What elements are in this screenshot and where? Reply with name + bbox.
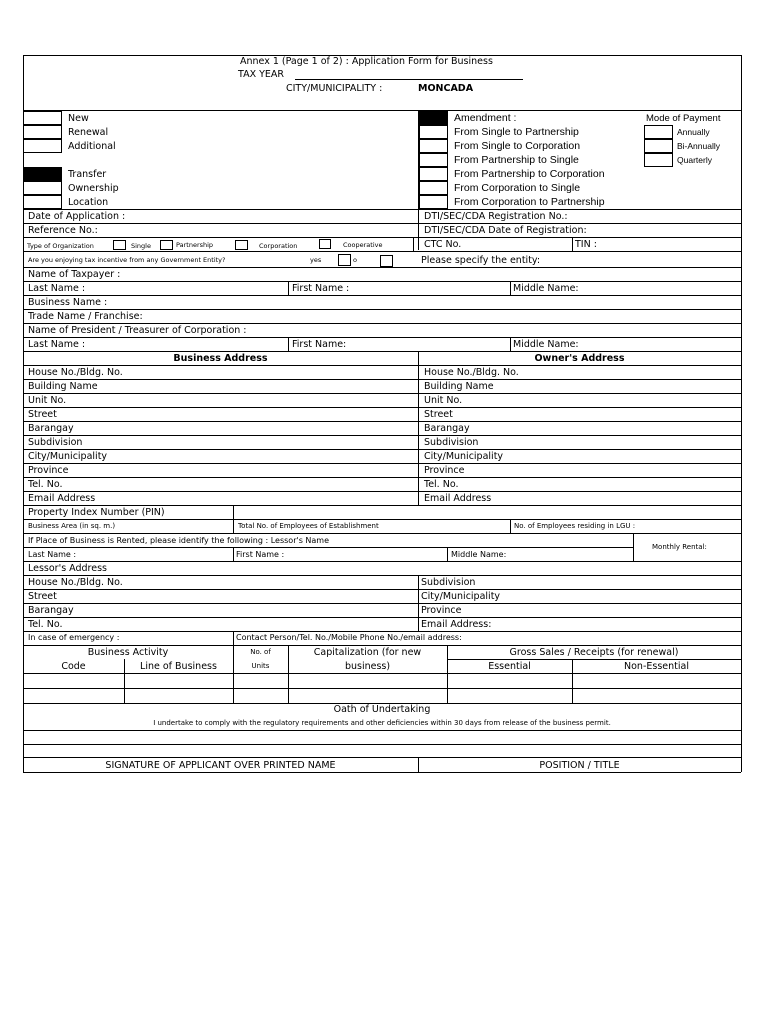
oath-text: I undertake to comply with the regulatory requirements and other deficiencies within 30 days from release of the business permit. [153, 719, 611, 727]
additional-label: Additional [68, 141, 116, 152]
business-address-header: Business Address [173, 353, 268, 364]
lessor-house-no: House No./Bldg. No. [28, 577, 123, 588]
business-city: City/Municipality [28, 451, 108, 462]
bi-annually-label: Bi-Annually [677, 141, 720, 151]
owner-barangay: Barangay [424, 423, 470, 434]
annually-checkbox[interactable] [644, 125, 673, 139]
location-label: Location [68, 197, 109, 208]
lessor-middle-name-label: Middle Name: [451, 550, 507, 559]
business-tel-no: Tel. No. [28, 479, 63, 490]
incentive-question: Are you enjoying tax incentive from any Government Entity? [28, 256, 226, 264]
president-middle-name-label: Middle Name: [513, 339, 579, 350]
amend-option-1: From Single to Partnership [454, 126, 579, 138]
org-corporation-checkbox[interactable] [235, 240, 248, 250]
transfer-label: Transfer [68, 169, 107, 180]
owner-city: City/Municipality [424, 451, 504, 462]
tax-year-line[interactable] [295, 79, 523, 80]
incentive-yes-label: yes [310, 256, 322, 264]
taxpayer-name-label: Name of Taxpayer : [28, 269, 121, 280]
amend-option-5: From Corporation to Single [454, 182, 581, 194]
pin-label: Property Index Number (PIN) [28, 507, 165, 518]
no-of-units-header-1: No. of [250, 648, 271, 656]
amend-option-2: From Single to Corporation [454, 140, 581, 152]
org-type-label: Type of Organization [27, 242, 94, 250]
lessor-subdivision: Subdivision [421, 577, 476, 588]
lessor-barangay: Barangay [28, 605, 74, 616]
org-partnership-checkbox[interactable] [160, 240, 173, 250]
amend-option-3-checkbox[interactable] [419, 153, 448, 167]
emergency-contact-label: Contact Person/Tel. No./Mobile Phone No./email address: [236, 633, 462, 642]
tax-year-label: TAX YEAR [238, 69, 284, 80]
line-of-business-header: Line of Business [140, 661, 217, 672]
amend-option-5-checkbox[interactable] [419, 181, 448, 195]
ctc-no-label: CTC No. [424, 239, 462, 250]
non-essential-header: Non-Essential [624, 661, 689, 672]
taxpayer-first-name-label: First Name : [292, 283, 350, 294]
amendment-checkbox[interactable] [419, 111, 448, 125]
business-activity-header: Business Activity [87, 647, 169, 658]
reference-no-label: Reference No.: [28, 225, 98, 236]
city-label: CITY/MUNICIPALITY : [286, 83, 383, 94]
position-label: POSITION / TITLE [539, 760, 620, 771]
code-header: Code [61, 661, 86, 672]
lessor-street: Street [28, 591, 57, 602]
bi-annually-checkbox[interactable] [644, 139, 673, 153]
business-building-name: Building Name [28, 381, 98, 392]
amend-option-6: From Corporation to Partnership [454, 196, 605, 208]
ownership-checkbox[interactable] [23, 181, 62, 195]
renewal-label: Renewal [68, 127, 109, 138]
org-single-checkbox[interactable] [113, 240, 126, 250]
signature-label: SIGNATURE OF APPLICANT OVER PRINTED NAME [105, 760, 336, 771]
additional-checkbox[interactable] [23, 139, 62, 153]
amend-option-6-checkbox[interactable] [419, 195, 448, 209]
specify-entity-label: Please specify the entity: [421, 255, 541, 266]
essential-header: Essential [488, 661, 531, 672]
form-title: Annex 1 (Page 1 of 2) : Application Form for Business [240, 56, 493, 67]
owner-unit-no: Unit No. [424, 395, 463, 406]
amend-option-1-checkbox[interactable] [419, 125, 448, 139]
taxpayer-middle-name-label: Middle Name: [513, 283, 579, 294]
taxpayer-last-name-label: Last Name : [28, 283, 86, 294]
lessor-first-name-label: First Name : [236, 550, 285, 559]
business-barangay: Barangay [28, 423, 74, 434]
lessor-tel-no: Tel. No. [28, 619, 63, 630]
quarterly-checkbox[interactable] [644, 153, 673, 167]
no-of-units-header-2: Units [251, 662, 270, 670]
monthly-rental-label: Monthly Rental: [652, 543, 707, 551]
org-cooperative-checkbox[interactable] [319, 239, 331, 249]
tin-label: TIN : [575, 239, 597, 250]
payment-label: Mode of Payment [646, 113, 721, 124]
location-checkbox[interactable] [23, 195, 62, 209]
new-checkbox[interactable] [23, 111, 62, 125]
amend-option-2-checkbox[interactable] [419, 139, 448, 153]
owner-house-no: House No./Bldg. No. [424, 367, 519, 378]
ownership-label: Ownership [68, 183, 119, 194]
rented-note: If Place of Business is Rented, please identify the following : Lessor's Name [28, 536, 330, 545]
business-province: Province [28, 465, 69, 476]
dti-reg-no-label: DTI/SEC/CDA Registration No.: [424, 211, 568, 222]
emergency-label: In case of emergency : [28, 633, 120, 642]
annually-label: Annually [677, 127, 710, 137]
capitalization-header-1: Capitalization (for new [313, 647, 422, 658]
business-street: Street [28, 409, 57, 420]
president-first-name-label: First Name: [292, 339, 347, 350]
incentive-no-checkbox[interactable] [380, 255, 393, 267]
owner-street: Street [424, 409, 453, 420]
org-partnership-label: Partnership [176, 241, 214, 249]
capitalization-header-2: business) [344, 661, 391, 672]
owner-address-header: Owner's Address [534, 353, 625, 364]
org-cooperative-label: Cooperative [343, 241, 383, 249]
transfer-checkbox[interactable] [23, 167, 62, 181]
amend-option-4: From Partnership to Corporation [454, 168, 605, 180]
lessor-city: City/Municipality [421, 591, 501, 602]
amendment-label: Amendment : [454, 112, 517, 124]
business-name-label: Business Name : [28, 297, 108, 308]
oath-title: Oath of Undertaking [333, 704, 431, 715]
owner-tel-no: Tel. No. [424, 479, 459, 490]
org-corporation-label: Corporation [259, 242, 298, 250]
employees-lgu-label: No. of Employees residing in LGU : [514, 522, 636, 530]
amend-option-4-checkbox[interactable] [419, 167, 448, 181]
business-unit-no: Unit No. [28, 395, 67, 406]
president-name-label: Name of President / Treasurer of Corporation : [28, 325, 247, 336]
dti-reg-date-label: DTI/SEC/CDA Date of Registration: [424, 225, 587, 236]
president-last-name-label: Last Name : [28, 339, 86, 350]
gross-sales-header: Gross Sales / Receipts (for renewal) [509, 647, 679, 658]
total-employees-label: Total No. of Employees of Establishment [238, 522, 379, 530]
date-of-application-label: Date of Application : [28, 211, 126, 222]
owner-email: Email Address [424, 493, 492, 504]
incentive-yes-checkbox[interactable] [338, 254, 351, 266]
owner-subdivision: Subdivision [424, 437, 479, 448]
owner-building-name: Building Name [424, 381, 494, 392]
renewal-checkbox[interactable] [23, 125, 62, 139]
lessor-last-name-label: Last Name : [28, 550, 77, 559]
incentive-no-label: o [353, 256, 357, 264]
business-subdivision: Subdivision [28, 437, 83, 448]
amend-option-3: From Partnership to Single [454, 154, 579, 166]
lessor-province: Province [421, 605, 462, 616]
business-house-no: House No./Bldg. No. [28, 367, 123, 378]
new-label: New [68, 113, 89, 124]
owner-province: Province [424, 465, 465, 476]
trade-name-label: Trade Name / Franchise: [28, 311, 143, 322]
business-email: Email Address [28, 493, 96, 504]
lessor-email: Email Address: [421, 619, 492, 630]
business-area-label: Business Area (in sq. m.) [28, 522, 116, 530]
city-value: MONCADA [418, 83, 474, 94]
org-single-label: Single [131, 242, 151, 250]
quarterly-label: Quarterly [677, 155, 712, 165]
lessor-address-label: Lessor's Address [28, 563, 108, 574]
